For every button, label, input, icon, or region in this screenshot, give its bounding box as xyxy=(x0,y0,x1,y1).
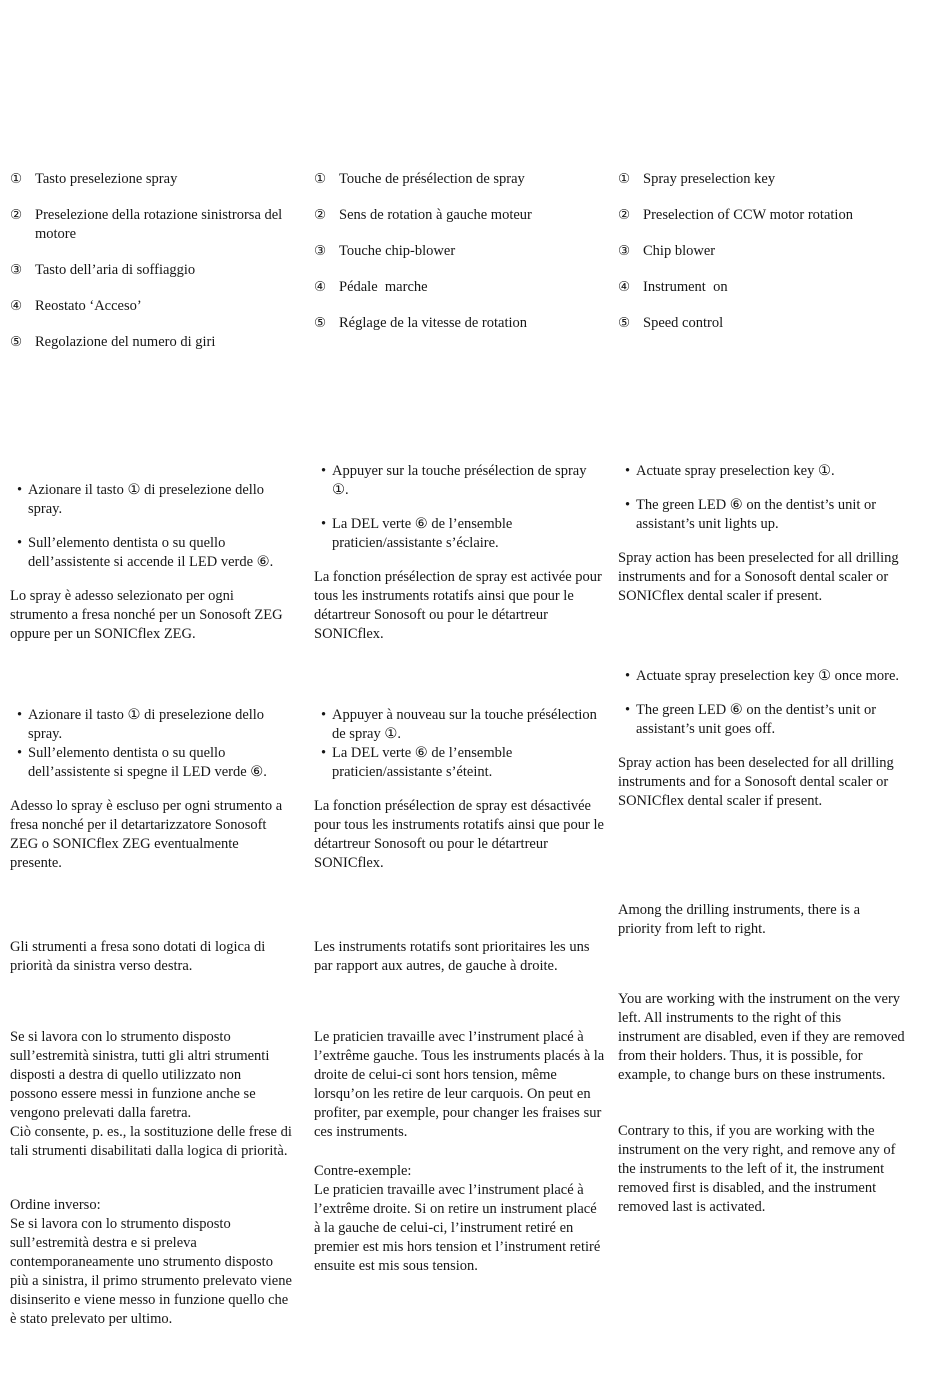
legend-label: Réglage de la vitesse de rotation xyxy=(339,315,528,331)
bullet-item xyxy=(618,462,906,481)
legend-italian xyxy=(10,170,292,369)
paragraph: Lo spray è adesso selezionato per ogni strumento a fresa nonché per un Sonosoft ZEG oppure per un SONICflex ZEG. xyxy=(10,588,283,642)
bullet-item xyxy=(314,706,606,744)
circled-number-4: ④ xyxy=(10,298,23,314)
legend-item xyxy=(314,170,606,189)
bullet-item xyxy=(314,462,606,500)
legend-label: Pédale marche xyxy=(339,279,428,295)
legend-item xyxy=(618,314,906,333)
legend-label: Regolazione del numero di giri xyxy=(35,334,216,350)
bullet-text: Appuyer sur la touche présélection de spray ①. xyxy=(332,463,587,498)
section-reverse-order-italian xyxy=(10,1196,292,1329)
bullet-item xyxy=(314,515,606,553)
section-example-italian xyxy=(10,1028,292,1161)
bullet-item xyxy=(10,481,292,519)
legend-label: Preselezione della rotazione sinistrorsa del motore xyxy=(35,207,286,242)
paragraph: Spray action has been preselected for all drilling instruments and for a Sonosoft dental scaler or SONICflex dental scaler if present. xyxy=(618,550,899,604)
bullet-icon: • xyxy=(17,745,23,761)
section-spray-off-italian xyxy=(10,706,292,873)
bullet-icon: • xyxy=(321,463,327,479)
bullet-item xyxy=(10,744,292,782)
bullet-text: Actuate spray preselection key ① once more. xyxy=(636,668,900,684)
legend-item xyxy=(10,206,292,244)
bullet-icon: • xyxy=(625,702,631,718)
bullet-item xyxy=(618,667,906,686)
legend-item xyxy=(10,297,292,316)
circled-number-5: ⑤ xyxy=(314,315,327,331)
legend-item xyxy=(314,242,606,261)
paragraph: Le praticien travaille avec l’instrument placé à l’extrême gauche. Tous les instruments placés à la droite de celui-ci sont hors tension, même lorsqu’on les retire de leur carquois. On peut en profiter, par exemple, pour changer les fraises sur ces instruments. xyxy=(314,1029,605,1140)
legend-item xyxy=(618,170,906,189)
bullet-item xyxy=(10,534,292,572)
circled-number-3: ③ xyxy=(10,262,23,278)
circled-number-3: ③ xyxy=(618,243,631,259)
section-counter-example-french xyxy=(314,1162,606,1276)
legend-item xyxy=(618,206,906,225)
legend-label: Instrument on xyxy=(643,279,728,295)
paragraph: La fonction présélection de spray est désactivée pour tous les instruments rotatifs ainsi que pour le détartreur Sonosoft ou pour le détartreur SONICflex. xyxy=(314,798,604,871)
paragraph: Le praticien travaille avec l’instrument placé à l’extrême droite. Si on retire un instrument placé à la gauche de celui-ci, l’instrument retiré en premier est mis hors tension et l’instrument retiré ensuite est mis sous tension. xyxy=(314,1182,601,1274)
bullet-item xyxy=(618,701,906,739)
section-priority-french xyxy=(314,938,606,976)
legend-english xyxy=(618,170,906,350)
paragraph: La fonction présélection de spray est activée pour tous les instruments rotatifs ainsi que pour le détartreur Sonosoft ou pour le détartreur SONICflex. xyxy=(314,569,602,642)
section-priority-italian xyxy=(10,938,292,976)
paragraph: Se si lavora con lo strumento disposto sull’estremità sinistra, tutti gli altri strumenti disposti a destra di quello utilizzato non possono essere messi in funzione anche se vengono prelevati dalla faretra. xyxy=(10,1029,270,1121)
legend-label: Sens de rotation à gauche moteur xyxy=(339,207,532,223)
circled-number-1: ① xyxy=(618,171,631,187)
bullet-text: The green LED ⑥ on the dentist’s unit or assistant’s unit lights up. xyxy=(636,497,877,532)
circled-number-4: ④ xyxy=(314,279,327,295)
bullet-icon: • xyxy=(321,707,327,723)
paragraph: Ciò consente, p. es., la sostituzione delle frese di tali strumenti disabilitati dalla logica di priorità. xyxy=(10,1124,292,1159)
sub-heading: Contre-exemple: xyxy=(314,1163,412,1179)
section-spray-on-french xyxy=(314,462,606,644)
section-spray-on-italian xyxy=(10,481,292,644)
section-spray-off-english xyxy=(618,667,906,811)
paragraph: Among the drilling instruments, there is a priority from left to right. xyxy=(618,902,861,937)
bullet-item xyxy=(10,706,292,744)
section-counter-example-english xyxy=(618,1122,906,1217)
bullet-icon: • xyxy=(321,516,327,532)
bullet-item xyxy=(314,744,606,782)
legend-item xyxy=(314,278,606,297)
section-priority-english xyxy=(618,901,906,939)
bullet-icon: • xyxy=(17,482,23,498)
legend-label: Touche chip-blower xyxy=(339,243,456,259)
paragraph: Spray action has been deselected for all drilling instruments and for a Sonosoft dental scaler or SONICflex dental scaler if present. xyxy=(618,755,894,809)
bullet-text: Actuate spray preselection key ①. xyxy=(636,463,835,479)
circled-number-5: ⑤ xyxy=(618,315,631,331)
bullet-text: La DEL verte ⑥ de l’ensemble praticien/assistante s’éteint. xyxy=(332,745,513,780)
bullet-icon: • xyxy=(625,497,631,513)
paragraph: You are working with the instrument on the very left. All instruments to the right of this instrument are disabled, even if they are removed from their holders. Thus, it is possible, for example, to change burs on these instruments. xyxy=(618,991,905,1083)
circled-number-5: ⑤ xyxy=(10,334,23,350)
paragraph: Les instruments rotatifs sont prioritaires les uns par rapport aux autres, de gauche à droite. xyxy=(314,939,590,974)
legend-label: Preselection of CCW motor rotation xyxy=(643,207,853,223)
circled-number-2: ② xyxy=(618,207,631,223)
bullet-icon: • xyxy=(625,463,631,479)
bullet-item xyxy=(618,496,906,534)
legend-label: Tasto dell’aria di soffiaggio xyxy=(35,262,196,278)
bullet-text: Sull’elemento dentista o su quello dell’assistente si spegne il LED verde ⑥. xyxy=(28,745,267,780)
section-example-english xyxy=(618,990,906,1085)
bullet-icon: • xyxy=(321,745,327,761)
legend-item xyxy=(10,261,292,280)
legend-french xyxy=(314,170,606,350)
section-example-french xyxy=(314,1028,606,1142)
legend-label: Speed control xyxy=(643,315,724,331)
paragraph: Contrary to this, if you are working with the instrument on the very right, and remove any of the instruments to the left of it, the instrument removed first is disabled, and the instrument removed last is activated. xyxy=(618,1123,896,1215)
circled-number-1: ① xyxy=(10,171,23,187)
legend-label: Reostato ‘Acceso’ xyxy=(35,298,142,314)
bullet-text: Appuyer à nouveau sur la touche présélection de spray ①. xyxy=(332,707,597,742)
bullet-text: Azionare il tasto ① di preselezione dello spray. xyxy=(28,707,265,742)
legend-item xyxy=(314,314,606,333)
legend-label: Touche de présélection de spray xyxy=(339,171,525,187)
circled-number-3: ③ xyxy=(314,243,327,259)
legend-item xyxy=(314,206,606,225)
bullet-icon: • xyxy=(625,668,631,684)
sub-heading: Ordine inverso: xyxy=(10,1197,101,1213)
bullet-icon: • xyxy=(17,535,23,551)
legend-item xyxy=(618,242,906,261)
circled-number-2: ② xyxy=(10,207,23,223)
bullet-text: La DEL verte ⑥ de l’ensemble praticien/assistante s’éclaire. xyxy=(332,516,513,551)
circled-number-4: ④ xyxy=(618,279,631,295)
legend-label: Spray preselection key xyxy=(643,171,776,187)
section-spray-on-english xyxy=(618,462,906,606)
legend-item xyxy=(618,278,906,297)
paragraph: Adesso lo spray è escluso per ogni strumento a fresa nonché per il detartarizzatore Sonosoft ZEG o SONICflex ZEG eventualmente presente. xyxy=(10,798,283,871)
legend-item xyxy=(10,333,292,352)
legend-item xyxy=(10,170,292,189)
paragraph: Gli strumenti a fresa sono dotati di logica di priorità da sinistra verso destra. xyxy=(10,939,266,974)
bullet-icon: • xyxy=(17,707,23,723)
circled-number-1: ① xyxy=(314,171,327,187)
legend-label: Tasto preselezione spray xyxy=(35,171,178,187)
bullet-text: Sull’elemento dentista o su quello dell’assistente si accende il LED verde ⑥. xyxy=(28,535,274,570)
section-spray-off-french xyxy=(314,706,606,873)
legend-label: Chip blower xyxy=(643,243,716,259)
paragraph: Se si lavora con lo strumento disposto sull’estremità destra e si preleva contemporaneamente uno strumento disposto più a sinistra, il primo strumento prelevato viene disinserito e viene messo in funzione quello che è stato prelevato per ultimo. xyxy=(10,1216,292,1327)
circled-number-2: ② xyxy=(314,207,327,223)
bullet-text: The green LED ⑥ on the dentist’s unit or assistant’s unit goes off. xyxy=(636,702,877,737)
bullet-text: Azionare il tasto ① di preselezione dello spray. xyxy=(28,482,265,517)
